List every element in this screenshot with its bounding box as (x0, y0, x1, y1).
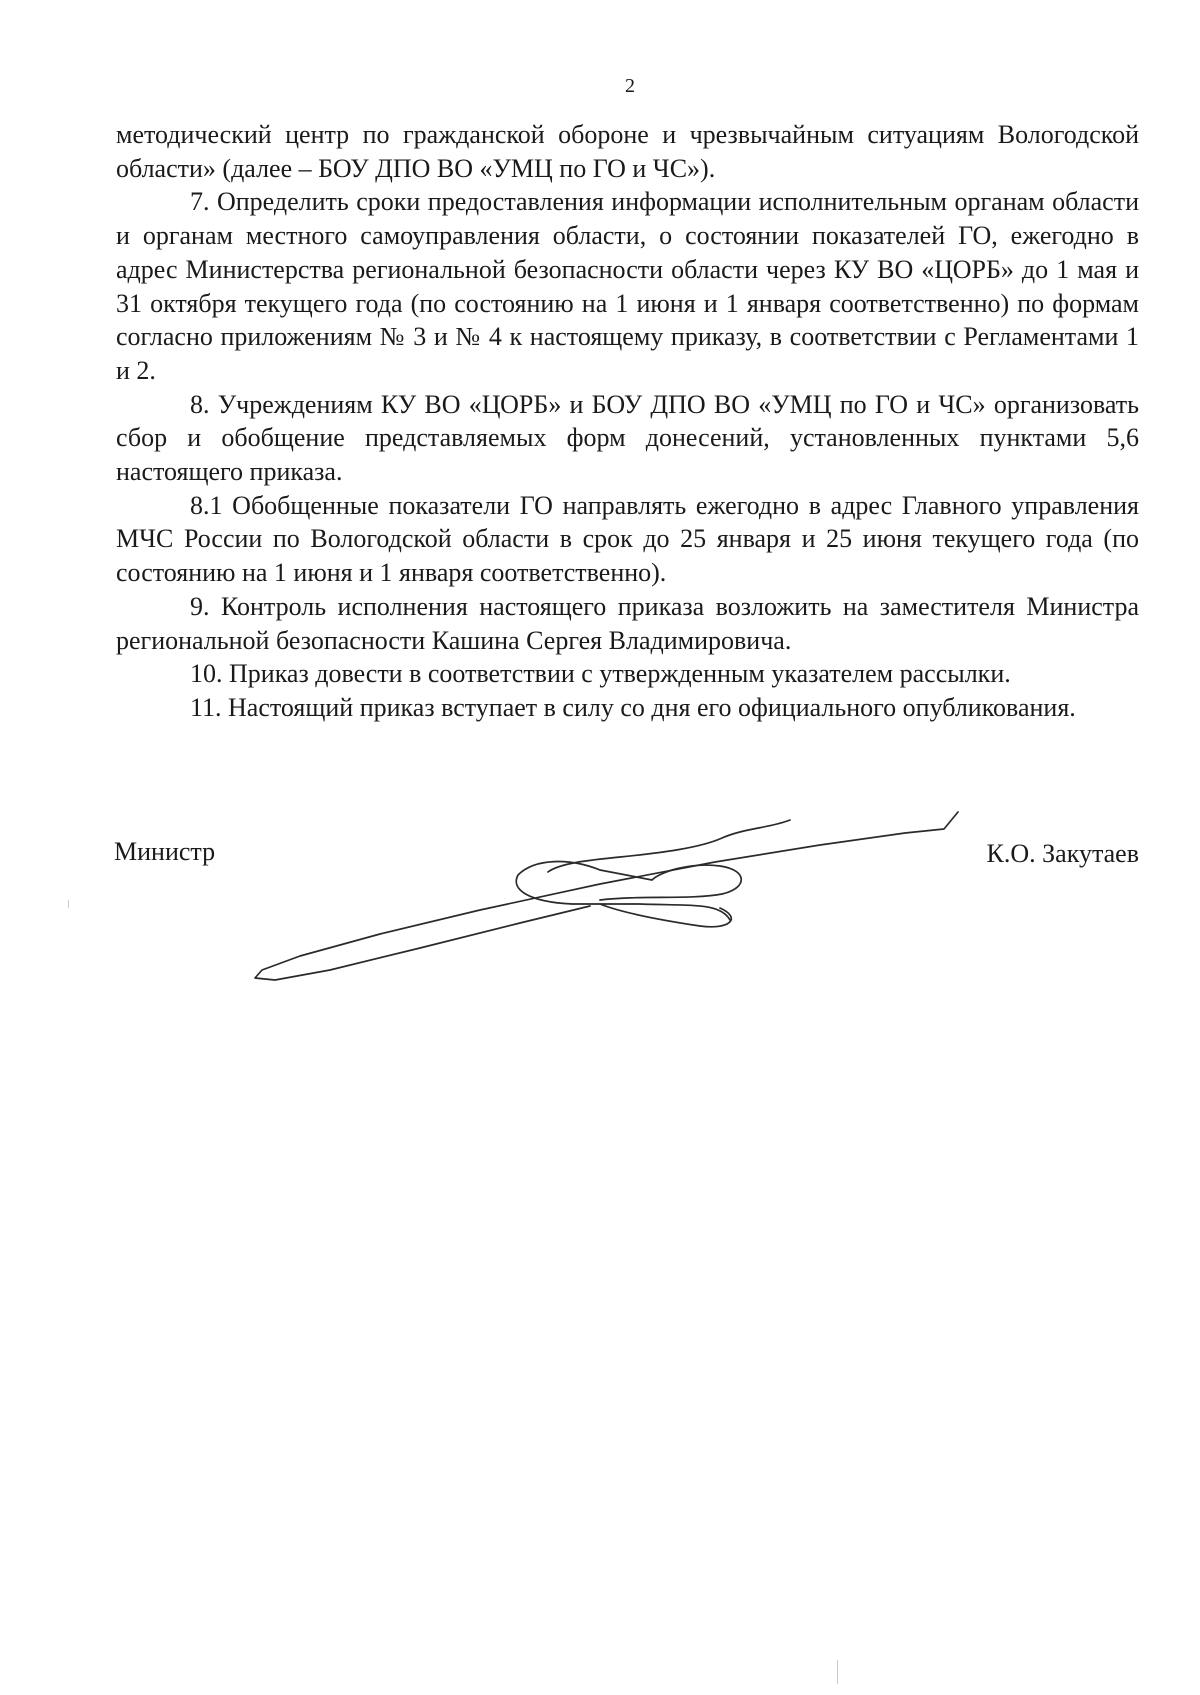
document-body (116, 118, 1139, 725)
signature-upper-stroke (548, 820, 790, 872)
signature-main-stroke (255, 812, 958, 980)
paragraph-item-9: 9. Контроль исполнения настоящего приказа возложить на заместителя Министра региональной безопасности Кашина Сергея Владимировича. (116, 591, 1139, 655)
paragraph-item-8: 8. Учреждениям КУ ВО «ЦОРБ» и БОУ ДПО ВО «УМЦ по ГО и ЧС» организовать сбор и обобщение представляемых форм донесений, установленных пунктами 5,6 настоящего приказа. (116, 389, 1139, 487)
signatory-title: Министр (114, 837, 216, 866)
paragraph-item-10: 10. Приказ довести в соответствии с утвержденным указателем рассылки. (190, 659, 1011, 689)
paragraph-item-8-1: 8.1 Обобщенные показатели ГО направлять ежегодно в адрес Главного управления МЧС России по Вологодской области в срок до 25 января и 25 июня текущего года (по состоянию на 1 июня и 1 января соответственно). (116, 490, 1139, 588)
paragraph-item-7: 7. Определить сроки предоставления информации исполнительным органам области и органам местного самоуправления области, о состоянии показателей ГО, ежегодно в адрес Министерства региональной безопасности области через КУ ВО «ЦОРБ» до 1 мая и 31 октября текущего года (по состоянию на 1 июня и 1 января соответственно) по формам согласно приложениям № 3 и № 4 к настоящему приказу, в соответствии с Регламентами 1 и 2. (116, 187, 1139, 385)
signature-loop-stroke (516, 862, 741, 920)
scan-edge-mark-left (68, 900, 69, 908)
page-number: 2 (625, 75, 635, 97)
paragraph-item-11: 11. Настоящий приказ вступает в силу со дня его официального опубликования. (190, 692, 1076, 722)
signatory-name: К.О. Закутаев (986, 839, 1139, 868)
scan-edge-mark-right (837, 1660, 838, 1684)
paragraph-intro: методический центр по гражданской обороне и чрезвычайным ситуациям Вологодской области» (далее – БОУ ДПО ВО «УМЦ по ГО и ЧС»). (116, 120, 1139, 183)
signature-flourish (600, 904, 731, 927)
